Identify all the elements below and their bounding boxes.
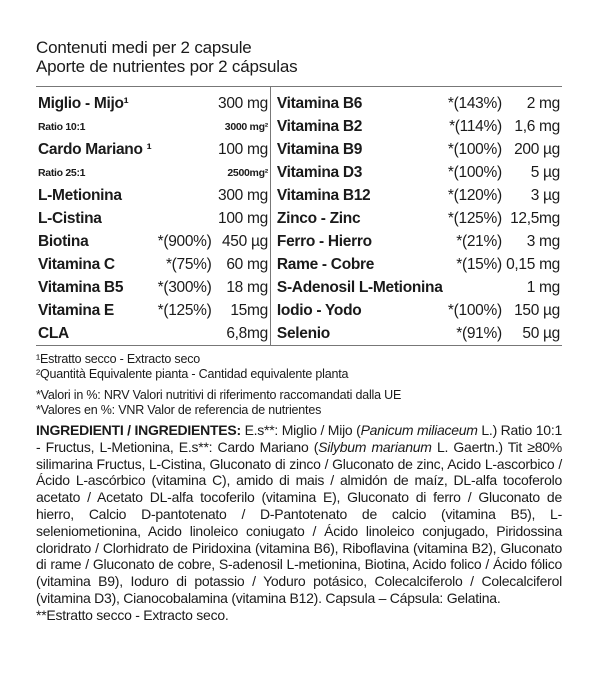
- left-nutrient-name: L-Cistina: [38, 209, 102, 227]
- left-nutrient-name: Vitamina B5: [38, 278, 124, 296]
- left-nutrient-amount: 100 mg: [218, 140, 268, 158]
- table-row: [36, 322, 562, 346]
- left-nutrient-amount: 18 mg: [226, 278, 268, 296]
- left-nutrient-amount: 300 mg: [218, 94, 268, 112]
- left-nutrient-name: Cardo Mariano ¹: [38, 140, 152, 158]
- left-nutrient-pct: *(300%): [157, 278, 212, 296]
- ingredients-block: [36, 422, 562, 607]
- left-nutrient-amount: 15mg: [230, 301, 268, 319]
- right-nutrient-pct: *(15%): [456, 255, 502, 273]
- right-nutrient-pct: *(100%): [447, 163, 502, 181]
- right-nutrient-pct: *(143%): [447, 94, 502, 112]
- ingredients-part-3: L. Gaertn.) Tit ≥80% silimarina Fructus, L-Cistina, Gluconato di zinco / Gluconato de zinc, Acido L-ascorbico / Ácido L-ascórbico (vitamina C), amido di mais / almidón de maíz, DL-alfa tocoferolo acetato / Acetato DL-alfa tocoferilo (vitamina E), Gluconato di ferro / Gluconato de hierro, Calcio D-pantotenato / D-Pantotenato de calcio (vitamina B5), L-seleniometionina, Acido linoleico coniugato / Ácido linoleico conjugado, Piridossina cloridrato / Clorhidrato de Piridoxina (vitamina B6), Riboflavina (vitamina B2), Gluconato di rame / Gluconato de cobre, S-adenosil L-metionina, Biotina, Acido folico / Ácido fólico (vitamina B9), Ioduro di potassio / Yoduro potásico, Colecalciferolo / Colecalciferol (vitamina D3), Cianocobalamina (vitamina B12). Capsula – Cápsula: Gelatina.: [36, 438, 562, 606]
- left-nutrient-pct: [155, 184, 214, 207]
- right-nutrient-pct: *(114%): [449, 117, 502, 135]
- right-nutrient-pct: *(100%): [447, 301, 502, 319]
- left-nutrient-pct: [155, 115, 214, 138]
- table-row: [36, 253, 562, 276]
- right-nutrient-name: Vitamina B2: [270, 115, 444, 138]
- right-nutrient-pct: *(100%): [447, 140, 502, 158]
- title-it: Contenuti medi per 2 capsule: [36, 38, 252, 57]
- left-nutrient-amount: 100 mg: [218, 209, 268, 227]
- left-nutrient-name: Biotina: [38, 232, 89, 250]
- left-nutrient-name: L-Metionina: [38, 186, 122, 204]
- left-nutrient-pct: [155, 207, 214, 230]
- left-nutrient-amount: 300 mg: [218, 186, 268, 204]
- left-nutrient-pct: [155, 138, 214, 161]
- table-row: [36, 115, 562, 138]
- ingredients-footer: **Estratto secco - Extracto seco.: [36, 606, 229, 623]
- right-nutrient-amount: 1 mg: [526, 278, 560, 296]
- right-nutrient-amount: 3 µg: [530, 186, 560, 204]
- left-nutrient-name: Vitamina C: [38, 255, 115, 273]
- right-nutrient-amount: 12,5mg: [510, 209, 560, 227]
- footnote-1: ¹Estratto secco - Extracto seco: [36, 352, 200, 366]
- ingredients-heading: INGREDIENTI / INGREDIENTES:: [36, 422, 241, 438]
- right-nutrient-amount: 3 mg: [526, 232, 560, 250]
- right-nutrient-pct: *(125%): [447, 209, 502, 227]
- right-nutrient-name: Iodio - Yodo: [270, 299, 444, 322]
- title-es: Aporte de nutrientes por 2 cápsulas: [36, 57, 298, 76]
- left-nutrient-amount: 6,8mg: [226, 324, 268, 342]
- left-nutrient-pct: *(75%): [165, 255, 212, 273]
- left-nutrient-amount: 60 mg: [226, 255, 268, 273]
- right-nutrient-amount: 200 µg: [514, 140, 560, 158]
- table-row: [36, 138, 562, 161]
- right-nutrient-name: Rame - Cobre: [270, 253, 444, 276]
- right-nutrient-pct: *(91%): [456, 324, 502, 342]
- left-nutrient-name: CLA: [38, 324, 69, 342]
- table-row: [36, 87, 562, 116]
- left-nutrient-name: Ratio 10:1: [38, 120, 86, 133]
- right-nutrient-pct: [445, 276, 504, 299]
- label-panel: [36, 38, 562, 624]
- ingredients-latin-2: Silybum marianum: [318, 438, 432, 455]
- table-row: [36, 299, 562, 322]
- ingredients-part-1: E.s**: Miglio / Mijo (: [240, 422, 361, 438]
- right-nutrient-name: Vitamina D3: [270, 161, 444, 184]
- left-nutrient-pct: [155, 322, 214, 346]
- nutrition-table: [36, 86, 562, 346]
- ingredients-part-2: L.) Ratio 10:1 - Fructus, L-Metionina, E.s**: Cardo Mariano (: [36, 422, 563, 455]
- left-nutrient-pct: [155, 87, 214, 116]
- table-row: [36, 184, 562, 207]
- left-nutrient-name: Miglio - Mijo¹: [38, 94, 129, 112]
- left-nutrient-pct: *(125%): [157, 301, 212, 319]
- table-row: [36, 161, 562, 184]
- footnotes: [36, 352, 562, 417]
- right-nutrient-amount: 0,15 mg: [506, 255, 560, 273]
- left-nutrient-amount: 3000 mg²: [224, 120, 268, 133]
- right-nutrient-pct: *(21%): [456, 232, 502, 250]
- left-nutrient-pct: *(900%): [157, 232, 212, 250]
- left-nutrient-pct: [155, 161, 214, 184]
- right-nutrient-name: Vitamina B12: [270, 184, 444, 207]
- right-nutrient-name: Zinco - Zinc: [270, 207, 444, 230]
- table-row: [36, 230, 562, 253]
- right-nutrient-name: Ferro - Hierro: [270, 230, 444, 253]
- right-nutrient-name: S-Adenosil L-Metionina: [270, 276, 444, 299]
- right-nutrient-pct: *(120%): [447, 186, 502, 204]
- footnote-2: ²Quantità Equivalente pianta - Cantidad equivalente planta: [36, 366, 349, 381]
- table-row: [36, 276, 562, 299]
- right-nutrient-amount: 50 µg: [522, 324, 560, 342]
- left-nutrient-amount: 450 µg: [221, 232, 268, 250]
- right-nutrient-amount: 5 µg: [530, 163, 560, 181]
- footnote-nrv-it: *Valori in %: NRV Valori nutritivi di riferimento raccomandati dalla UE: [36, 388, 402, 402]
- right-nutrient-name: Vitamina B6: [270, 87, 444, 116]
- right-nutrient-amount: 1,6 mg: [514, 117, 560, 135]
- right-nutrient-amount: 2 mg: [526, 94, 560, 112]
- ingredients-latin-1: Panicum miliaceum: [360, 422, 478, 438]
- left-nutrient-name: Vitamina E: [38, 301, 114, 319]
- table-row: [36, 207, 562, 230]
- right-nutrient-amount: 150 µg: [514, 301, 560, 319]
- footnote-nrv-es: *Valores en %: VNR Valor de referencia de nutrientes: [36, 402, 322, 417]
- right-nutrient-name: Selenio: [270, 322, 444, 346]
- right-nutrient-name: Vitamina B9: [270, 138, 444, 161]
- left-nutrient-name: Ratio 25:1: [38, 166, 86, 179]
- left-nutrient-amount: 2500mg²: [227, 166, 268, 179]
